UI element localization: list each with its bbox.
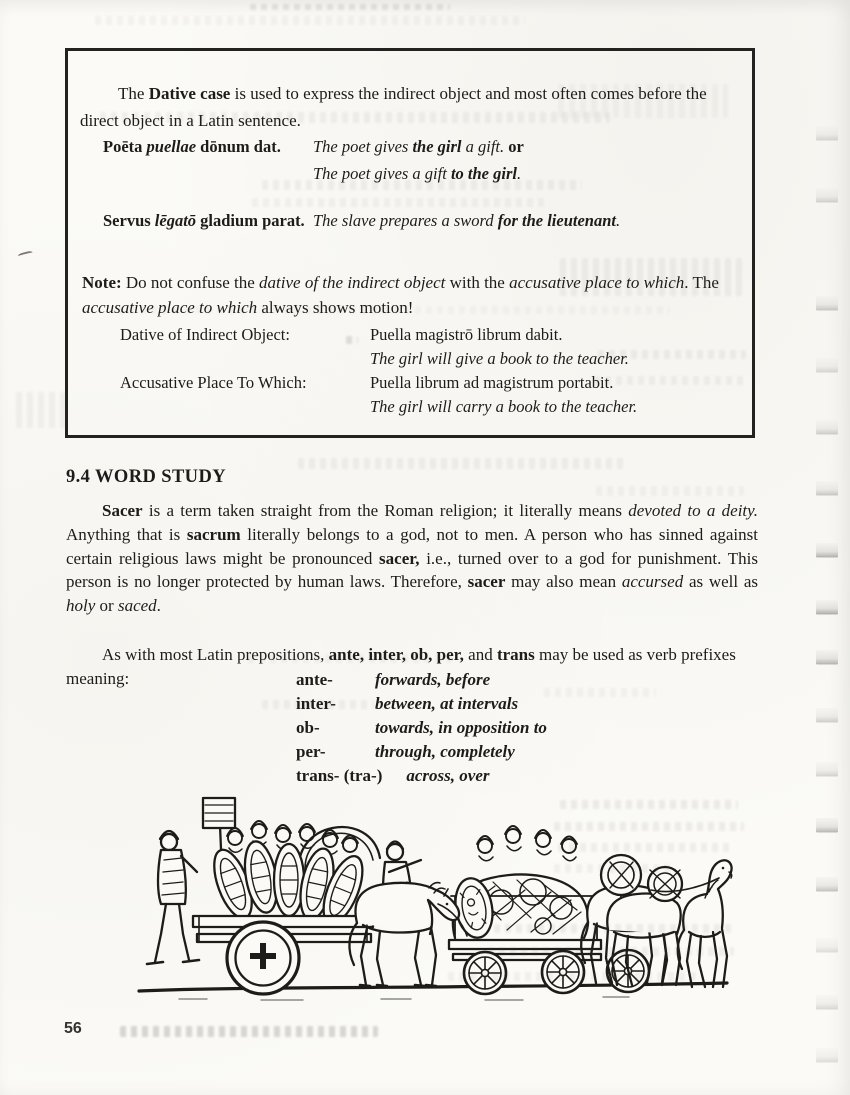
intro-text: The (118, 84, 149, 103)
page-edge-tab-artifact (816, 708, 838, 721)
prefix-row-inter (296, 692, 547, 716)
meaning: between, at intervals (375, 694, 519, 713)
example-poeta-latin: Poēta puellae dōnum dat. (103, 137, 281, 156)
dative-rule-box (65, 48, 755, 438)
page-edge-tab-artifact (816, 818, 838, 831)
row-label: Accusative Place To Which: (120, 373, 307, 392)
bleedthrough-artifact (120, 1026, 378, 1037)
row-label: Dative of Indirect Object: (120, 325, 290, 344)
page-edge-tab-artifact (816, 762, 838, 775)
page-edge-tab-artifact (816, 358, 838, 371)
page-edge-tab-artifact (816, 650, 838, 663)
page-edge-tab-artifact (816, 600, 838, 613)
bleedthrough-artifact (596, 486, 744, 496)
prefix: trans- (tra-) (296, 766, 383, 785)
page-edge-tab-artifact (816, 481, 838, 494)
example-servus (103, 207, 620, 234)
intro-text-rest: is used to express the indirect object and most often comes before the direct object in a Latin sentence. (80, 84, 707, 130)
dative-intro-paragraph (80, 80, 740, 134)
example-poeta-translation (313, 133, 524, 187)
translation-line-1: The poet gives the girl a gift. or (313, 137, 524, 156)
example-servus-translation: The slave prepares a sword for the lieutenant. (313, 211, 621, 230)
prefix: ob- (296, 718, 320, 737)
page-edge-tab-artifact (816, 543, 838, 556)
page-edge-tab-artifact (816, 938, 838, 951)
roman-procession-illustration (133, 792, 733, 1008)
prefix-row-per (296, 740, 547, 764)
page-edge-tab-artifact (816, 1048, 838, 1061)
prefix-intro-paragraph: As with most Latin prepositions, ante, inter, ob, per, and trans may be used as verb prefixes meaning: (66, 645, 736, 688)
latin-sentence: Puella librum ad magistrum portabit. (370, 373, 614, 392)
bleedthrough-artifact (16, 392, 70, 428)
translation-line-2: The poet gives a gift to the girl. (313, 164, 522, 183)
prefix: inter- (296, 694, 336, 713)
bleedthrough-artifact (298, 458, 628, 469)
example-poeta (103, 133, 524, 187)
note-label: Note: (82, 273, 122, 292)
bleedthrough-artifact (95, 16, 525, 25)
row-content (370, 323, 770, 371)
prefix-row-ob (296, 716, 547, 740)
prefix-row-ante (296, 668, 547, 692)
prefix-row-trans (296, 764, 547, 788)
page-edge-tab-artifact (816, 126, 838, 139)
meaning: through, completely (375, 742, 515, 761)
english-translation: The girl will give a book to the teacher. (370, 349, 629, 368)
page-edge-tab-artifact (816, 420, 838, 433)
latin-sentence: Puella magistrō librum dabit. (370, 325, 563, 344)
prefix: per- (296, 742, 326, 761)
meaning: across, over (406, 766, 490, 785)
meaning: towards, in opposition to (375, 718, 547, 737)
page-edge-tab-artifact (816, 188, 838, 201)
section-heading: 9.4 WORD STUDY (66, 467, 226, 488)
margin-pen-mark (17, 250, 33, 259)
prefix-list (296, 668, 547, 788)
note-paragraph: Note: Do not confuse the dative of the indirect object with the accusative place to which. The accusative place to which always shows motion! (82, 273, 719, 317)
prefix: ante- (296, 670, 333, 689)
bleedthrough-artifact (250, 4, 450, 10)
page-edge-tab-artifact (816, 995, 838, 1008)
row-content (370, 371, 770, 419)
english-translation: The girl will carry a book to the teacher. (370, 397, 638, 416)
intro-dative-case: Dative case (148, 84, 231, 103)
page-number: 56 (64, 1020, 82, 1037)
page-edge-tab-artifact (816, 296, 838, 309)
example-servus-latin: Servus lēgatō gladium parat. (103, 211, 305, 230)
page-edge-tab-artifact (816, 877, 838, 890)
sacer-paragraph: Sacer is a term taken straight from the Roman religion; it literally means devoted to a deity. Anything that is sacrum literally belongs to a god, not to men. A person who has sinned against certain religious laws might be pronounced sacer, i.e., turned over to a god for punishment. This person is no longer protected by human laws. Therefore, sacer may also mean accursed as well as holy or saced. (66, 501, 759, 616)
meaning: forwards, before (375, 670, 491, 689)
